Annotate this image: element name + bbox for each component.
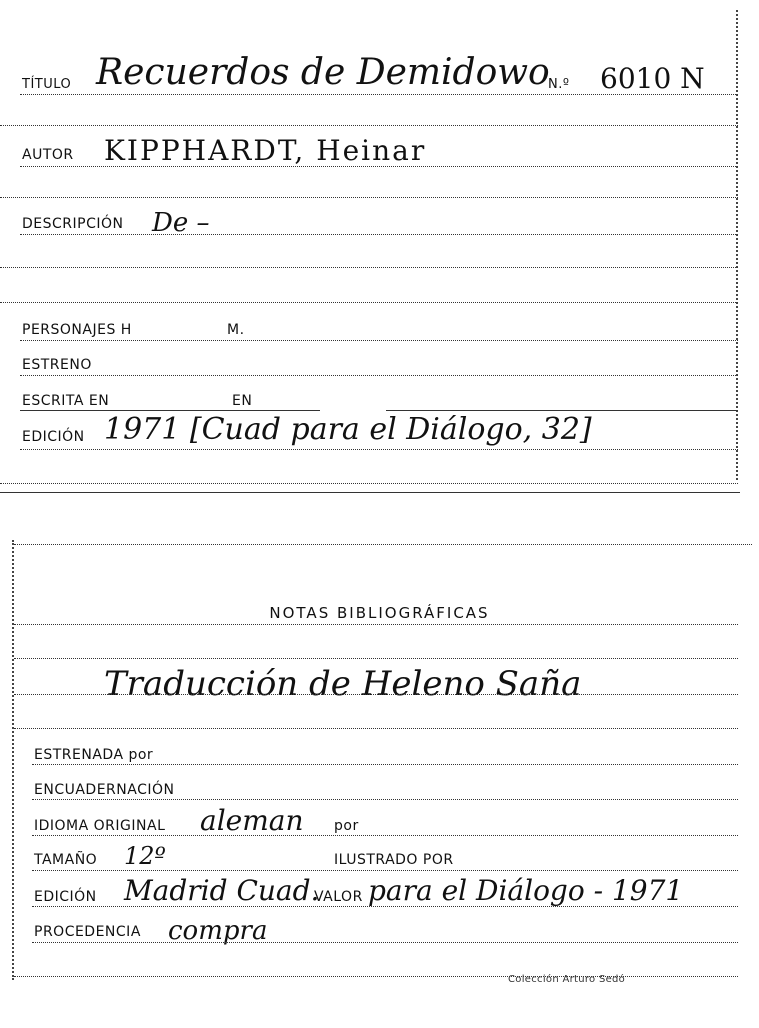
- tamano-line: [32, 870, 738, 871]
- escrita-label: ESCRITA EN: [22, 393, 110, 409]
- estrenada-line: [32, 764, 738, 765]
- rule-line: [14, 728, 738, 729]
- rule-line: [0, 125, 738, 126]
- card-separator: [0, 492, 740, 493]
- estreno-line: [20, 375, 738, 376]
- notas-title: NOTAS BIBLIOGRÁFICAS: [269, 604, 490, 622]
- tamano-value: 12º: [124, 842, 166, 870]
- estreno-label: ESTRENO: [22, 357, 92, 373]
- escrita-line: [20, 410, 320, 411]
- rule-line: [14, 976, 738, 977]
- titulo-value: Recuerdos de Demidowo: [96, 52, 550, 93]
- valor-value: para el Diálogo - 1971: [368, 874, 684, 907]
- catalog-card-front: [0, 0, 759, 493]
- procedencia-value: compra: [168, 916, 268, 946]
- titulo-line: [20, 94, 738, 95]
- numero-value: 6010 N: [600, 62, 705, 95]
- personajes-label: PERSONAJES H: [22, 322, 132, 338]
- idioma-value: aleman: [200, 804, 304, 837]
- descripcion-value: De –: [152, 208, 210, 238]
- rule-line: [0, 197, 738, 198]
- procedencia-label: PROCEDENCIA: [34, 924, 141, 940]
- titulo-label: TÍTULO: [22, 77, 72, 92]
- edicion-line: [20, 449, 738, 450]
- idioma-por-label: por: [334, 818, 359, 834]
- valor-label: VALOR: [314, 889, 363, 905]
- descripcion-label: DESCRIPCIÓN: [22, 216, 124, 232]
- autor-line: [20, 166, 738, 167]
- footer-collection: Colección Arturo Sedó: [508, 974, 626, 985]
- edicion-value: 1971 [Cuad para el Diálogo, 32]: [104, 412, 592, 447]
- edicion-line: [32, 906, 738, 907]
- personajes-line: [20, 340, 738, 341]
- rule-line: [14, 694, 738, 695]
- numero-label: N.º: [548, 77, 570, 92]
- rule-line: [0, 302, 738, 303]
- idioma-label: IDIOMA ORIGINAL: [34, 818, 166, 834]
- ilustrado-label: ILUSTRADO POR: [334, 852, 454, 868]
- escrita-line-right: [386, 410, 738, 411]
- descripcion-line: [20, 234, 738, 235]
- idioma-line: [32, 835, 738, 836]
- edicion-label: EDICIÓN: [22, 429, 85, 445]
- autor-value: KIPPHARDT, Heinar: [104, 134, 427, 167]
- notas-value: Traducción de Heleno Saña: [104, 664, 582, 704]
- personajes-m-label: M.: [227, 322, 245, 338]
- tamano-label: TAMAÑO: [34, 852, 98, 868]
- autor-label: AUTOR: [22, 147, 74, 163]
- encuadernacion-label: ENCUADERNACIÓN: [34, 782, 175, 798]
- rule-line: [14, 658, 738, 659]
- encuadernacion-line: [32, 799, 738, 800]
- top-rule-line: [14, 544, 752, 545]
- edicion-value: Madrid Cuad.: [124, 874, 320, 907]
- catalog-card-back: [0, 540, 759, 1028]
- procedencia-line: [32, 942, 738, 943]
- escrita-en-label: EN: [232, 393, 253, 409]
- edicion-label: EDICIÓN: [34, 889, 97, 905]
- estrenada-label: ESTRENADA por: [34, 747, 154, 763]
- rule-line: [0, 483, 738, 484]
- rule-line: [0, 267, 738, 268]
- rule-line: [14, 624, 738, 625]
